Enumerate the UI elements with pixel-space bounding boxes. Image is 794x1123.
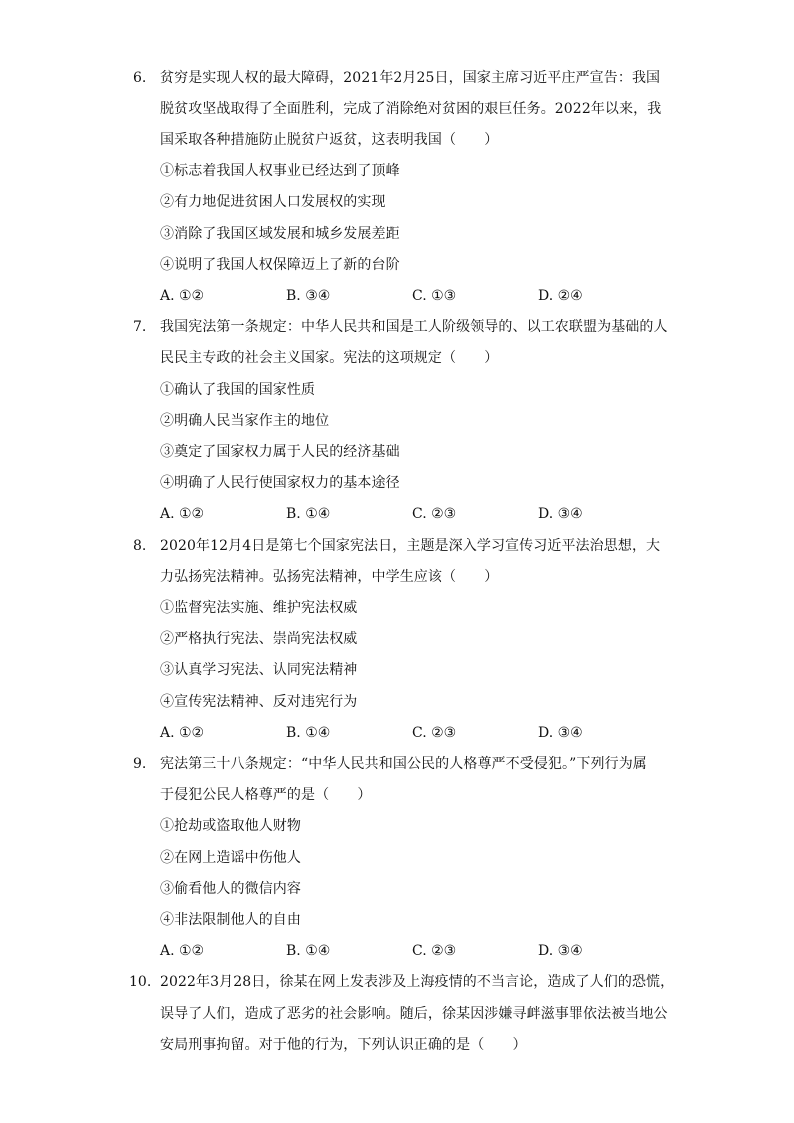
option-d[interactable]: D. ③④: [538, 943, 583, 959]
question-stem-line: 宪法第三十八条规定：“中华人民共和国公民的人格尊严不受侵犯。”下列行为属: [160, 756, 647, 772]
question-stem-line: 误导了人们，造成了恶劣的社会影响。随后，徐某因涉嫌寻衅滋事罪依法被当地公: [160, 1006, 668, 1022]
option-b[interactable]: B. ①④: [286, 725, 331, 741]
statement: ④宣传宪法精神、反对违宪行为: [160, 694, 358, 710]
question-number: 8.: [133, 538, 147, 554]
question-stem-line: 力弘扬宪法精神。弘扬宪法精神，中学生应该（ ）: [160, 569, 499, 585]
question-stem-line: 2020年12月4日是第七个国家宪法日，主题是深入学习宣传习近平法治思想，大: [160, 538, 661, 554]
option-c[interactable]: C. ②③: [412, 725, 457, 741]
statement: ③认真学习宪法、认同宪法精神: [160, 662, 358, 678]
question-stem-line: 国采取各种措施防止脱贫户返贫，这表明我国（ ）: [160, 132, 499, 148]
option-b[interactable]: B. ①④: [286, 506, 331, 522]
option-a[interactable]: A. ①②: [160, 725, 205, 741]
statement: ④明确了人民行使国家权力的基本途径: [160, 475, 400, 491]
question-stem-line: 2022年3月28日，徐某在网上发表涉及上海疫情的不当言论，造成了人们的恐慌，: [160, 974, 675, 990]
statement: ①抢劫或盗取他人财物: [160, 818, 301, 834]
statement: ②有力地促进贫困人口发展权的实现: [160, 194, 386, 210]
option-b[interactable]: B. ①④: [286, 943, 331, 959]
statement: ①监督宪法实施、维护宪法权威: [160, 600, 358, 616]
question-stem-line: 于侵犯公民人格尊严的是（ ）: [160, 787, 372, 803]
option-c[interactable]: C. ②③: [412, 506, 457, 522]
question-number: 6.: [133, 70, 147, 86]
question-number: 10.: [129, 974, 152, 990]
statement: ②在网上造谣中伤他人: [160, 850, 301, 866]
option-d[interactable]: D. ②④: [538, 288, 583, 304]
statement: ①标志着我国人权事业已经达到了顶峰: [160, 163, 400, 179]
question-number: 7.: [133, 319, 147, 335]
statement: ④说明了我国人权保障迈上了新的台阶: [160, 257, 400, 273]
statement: ④非法限制他人的自由: [160, 912, 301, 928]
question-stem-line: 脱贫攻坚战取得了全面胜利，完成了消除绝对贫困的艰巨任务。2022年以来，我: [160, 101, 662, 117]
option-a[interactable]: A. ①②: [160, 288, 205, 304]
statement: ②明确人民当家作主的地位: [160, 413, 330, 429]
option-c[interactable]: C. ①③: [412, 288, 457, 304]
question-stem-line: 贫穷是实现人权的最大障碍，2021年2月25日，国家主席习近平庄严宣告：我国: [160, 70, 661, 86]
statement: ③消除了我国区域发展和城乡发展差距: [160, 226, 400, 242]
statement: ③偷看他人的微信内容: [160, 881, 301, 897]
question-number: 9.: [133, 756, 147, 772]
statement: ③奠定了国家权力属于人民的经济基础: [160, 444, 400, 460]
question-stem-line: 安局刑事拘留。对于他的行为，下列认识正确的是（ ）: [160, 1037, 527, 1053]
statement: ②严格执行宪法、崇尚宪法权威: [160, 631, 358, 647]
option-a[interactable]: A. ①②: [160, 943, 205, 959]
option-a[interactable]: A. ①②: [160, 506, 205, 522]
option-b[interactable]: B. ③④: [286, 288, 331, 304]
question-stem-line: 民民主专政的社会主义国家。宪法的这项规定（ ）: [160, 350, 499, 366]
statement: ①确认了我国的国家性质: [160, 382, 316, 398]
option-d[interactable]: D. ③④: [538, 506, 583, 522]
question-stem-line: 我国宪法第一条规定：中华人民共和国是工人阶级领导的、以工农联盟为基础的人: [160, 319, 668, 335]
option-c[interactable]: C. ②③: [412, 943, 457, 959]
option-d[interactable]: D. ③④: [538, 725, 583, 741]
